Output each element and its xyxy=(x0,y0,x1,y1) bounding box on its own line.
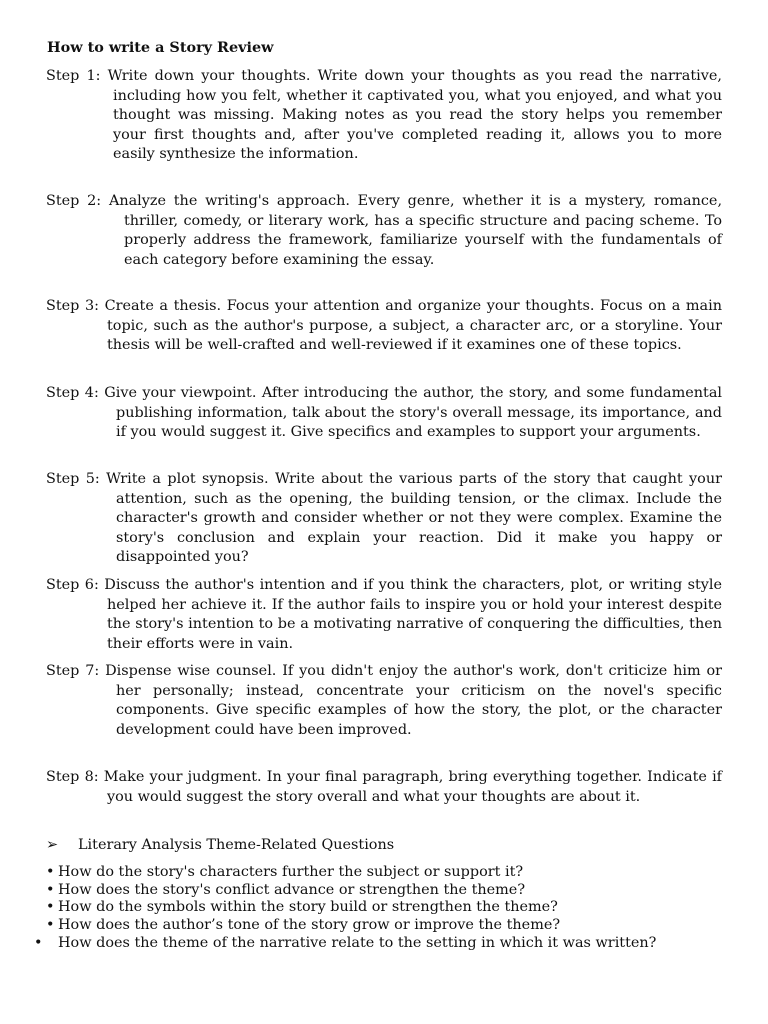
question-text: How do the symbols within the story build or strengthen the theme? xyxy=(58,899,558,916)
question-text: How does the author’s tone of the story grow or improve the theme? xyxy=(58,917,561,934)
arrow-bullet-icon: ➢ xyxy=(46,837,59,853)
question-text: How do the story's characters further the subject or support it? xyxy=(58,864,524,880)
step-paragraph xyxy=(46,297,722,356)
list-item xyxy=(46,882,726,900)
bullet-icon: • xyxy=(46,864,55,880)
list-item xyxy=(46,917,726,935)
question-text: How does the story's conflict advance or strengthen the theme? xyxy=(58,881,526,898)
step-label: Step 4: xyxy=(46,385,99,401)
step-paragraph xyxy=(46,768,722,807)
step-paragraph xyxy=(46,67,722,165)
document-title: How to write a Story Review xyxy=(47,39,274,56)
step-text: Analyze the writing's approach. Every genre, whether it is a mystery, romance, thriller, comedy, or literary work, has a specific structure and pacing scheme. To properly address the framework, familiarize yourself with the fundamentals of each category before examining the essay. xyxy=(108,193,723,268)
step-text: Give your viewpoint. After introducing the author, the story, and some fundamental publishing information, talk about the story's overall message, its importance, and if you would suggest it. Give specifics and examples to support your arguments. xyxy=(104,385,723,440)
step-paragraph xyxy=(46,192,722,270)
question-list xyxy=(34,864,726,953)
bullet-icon: • xyxy=(46,899,55,916)
step-label: Step 2: xyxy=(46,193,102,209)
step-paragraph xyxy=(46,662,722,740)
bullet-icon: • xyxy=(46,881,55,898)
step-text: Make your judgment. In your final paragraph, bring everything together. Indicate if you would suggest the story overall and what your thoughts are about it. xyxy=(103,769,723,805)
step-label: Step 7: xyxy=(46,663,100,679)
list-item xyxy=(46,899,726,917)
step-text: Create a thesis. Focus your attention and organize your thoughts. Focus on a main topic, such as the author's purpose, a subject, a character arc, or a storyline. Your thesis will be well-crafted and well-reviewed if it examines one of these topics. xyxy=(104,298,722,353)
step-paragraph xyxy=(46,470,722,568)
step-label: Step 6: xyxy=(46,577,99,593)
bullet-icon: • xyxy=(46,917,55,934)
question-text: How does the theme of the narrative relate to the setting in which it was written? xyxy=(58,934,657,951)
list-item xyxy=(46,864,726,882)
step-paragraph xyxy=(46,384,722,443)
step-text: Discuss the author's intention and if you think the characters, plot, or writing style helped her achieve it. If the author fails to inspire you or hold your interest despite the story's intention to be a motivating narrative of conquering the difficulties, then their efforts were in vain. xyxy=(104,577,723,652)
step-text: Write a plot synopsis. Write about the various parts of the story that caught your attention, such as the opening, the building tension, or the climax. Include the character's growth and consider whether or not they were complex. Examine the story's conclusion and explain your reaction. Did it make you happy or disappointed you? xyxy=(106,471,722,565)
step-text: Dispense wise counsel. If you didn't enjoy the author's work, don't criticize him or her personally; instead, concentrate your criticism on the novel's specific components. Give specific examples of how the story, the plot, or the character development could have been improved. xyxy=(105,663,723,738)
section-heading-text: Literary Analysis Theme-Related Questions xyxy=(78,837,395,853)
step-label: Step 8: xyxy=(46,769,99,785)
bullet-icon: • xyxy=(34,934,43,951)
step-label: Step 3: xyxy=(46,298,99,314)
step-label: Step 5: xyxy=(46,471,100,487)
list-item xyxy=(34,934,678,953)
step-label: Step 1: xyxy=(46,68,101,84)
step-text: Write down your thoughts. Write down your thoughts as you read the narrative, including how you felt, whether it captivated you, what you enjoyed, and what you thought was missing. Making notes as you read the story helps you remember your first thoughts and, after you've completed reading it, allows you to more easily synthesize the information. xyxy=(107,68,722,162)
section-heading xyxy=(46,836,394,856)
step-paragraph xyxy=(46,576,722,654)
